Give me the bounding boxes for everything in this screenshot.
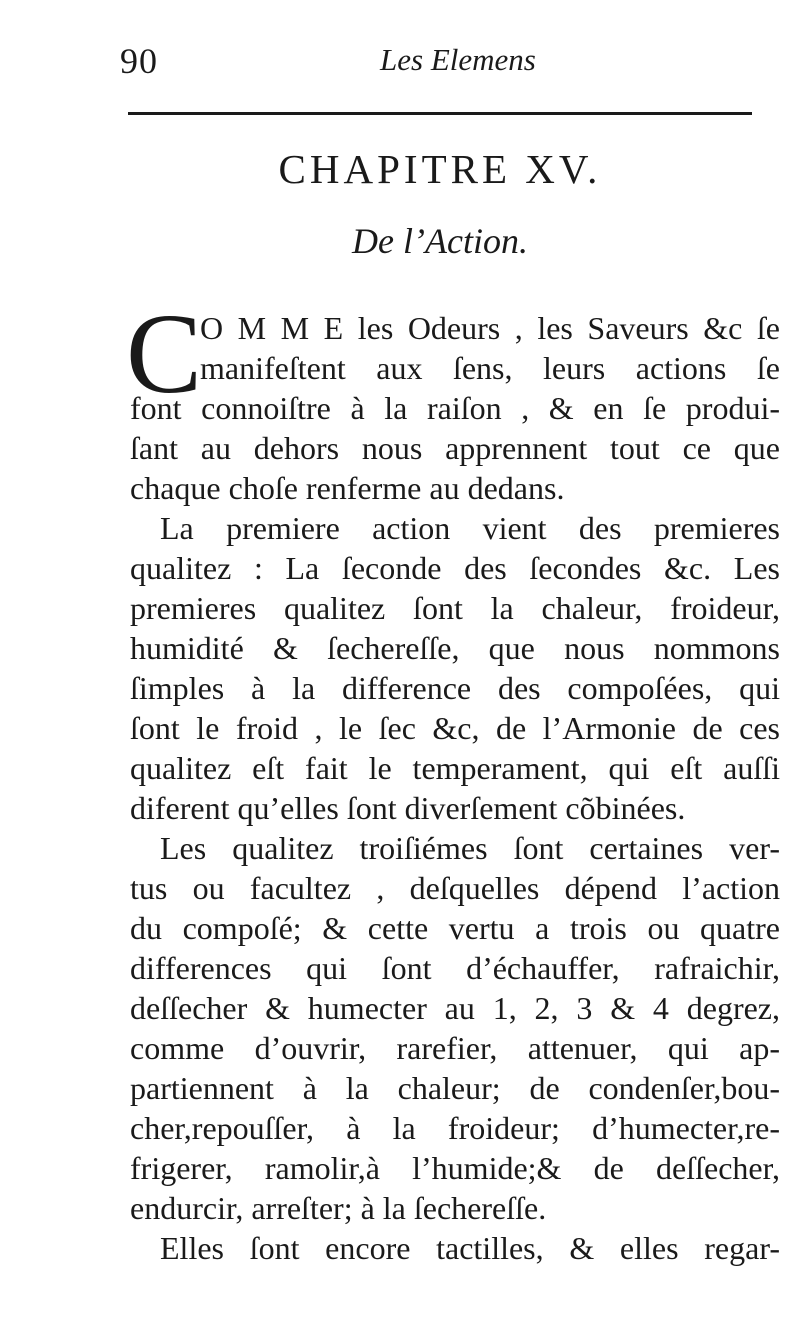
running-head: Les Elemens [380,42,536,77]
text-line: qualitez eſt fait le temperament, qui eſt auſſi [130,750,780,786]
text-line: cher,repouſſer, à la froideur; d’humecter,re- [130,1110,780,1146]
text-line: humidité & ſechereſſe, que nous nommons [130,630,780,666]
text-line: Les qualitez troiſiémes ſont certaines ver- [160,830,780,866]
text-line: comme d’ouvrir, rarefier, attenuer, qui ap- [130,1030,780,1066]
drop-cap: C [126,290,203,417]
text-line: diferent qu’elles ſont diverſement cõbinées. [130,790,686,826]
text-line: endurcir, arreſter; à la ſechereſſe. [130,1190,547,1226]
text-line: ſimples à la difference des compoſées, qui [130,670,780,706]
text-line: frigerer, ramolir,à l’humide;& de deſſecher, [130,1150,780,1186]
header-rule [128,112,752,115]
text-line: manifeſtent aux ſens, leurs actions ſe [200,350,780,386]
text-line: ſant au dehors nous apprennent tout ce que [130,430,780,466]
text-line: La premiere action vient des premieres [160,510,780,546]
text-line: qualitez : La ſeconde des ſecondes &c. Les [130,550,780,586]
text-line: partiennent à la chaleur; de condenſer,bou- [130,1070,780,1106]
text-line: deſſecher & humecter au 1, 2, 3 & 4 degrez, [130,990,780,1026]
text-line: premieres qualitez ſont la chaleur, froideur, [130,590,780,626]
text-line: Elles ſont encore tactilles, & elles regar- [160,1230,780,1266]
text-line: tus ou facultez , deſquelles dépend l’action [130,870,780,906]
text-line: O M M E les Odeurs , les Saveurs &c ſe [200,310,780,346]
text-line: du compoſé; & cette vertu a trois ou quatre [130,910,780,946]
section-title: De l’Action. [352,221,528,261]
text-line: chaque choſe renferme au dedans. [130,470,565,506]
text-line: ſont le froid , le ſec &c, de l’Armonie de ces [130,710,780,746]
text-line: font connoiſtre à la raiſon , & en ſe produi- [130,390,780,426]
text-line: differences qui ſont d’échauffer, rafraichir, [130,950,780,986]
chapter-title: CHAPITRE XV. [278,146,602,192]
page-number: 90 [120,41,158,81]
